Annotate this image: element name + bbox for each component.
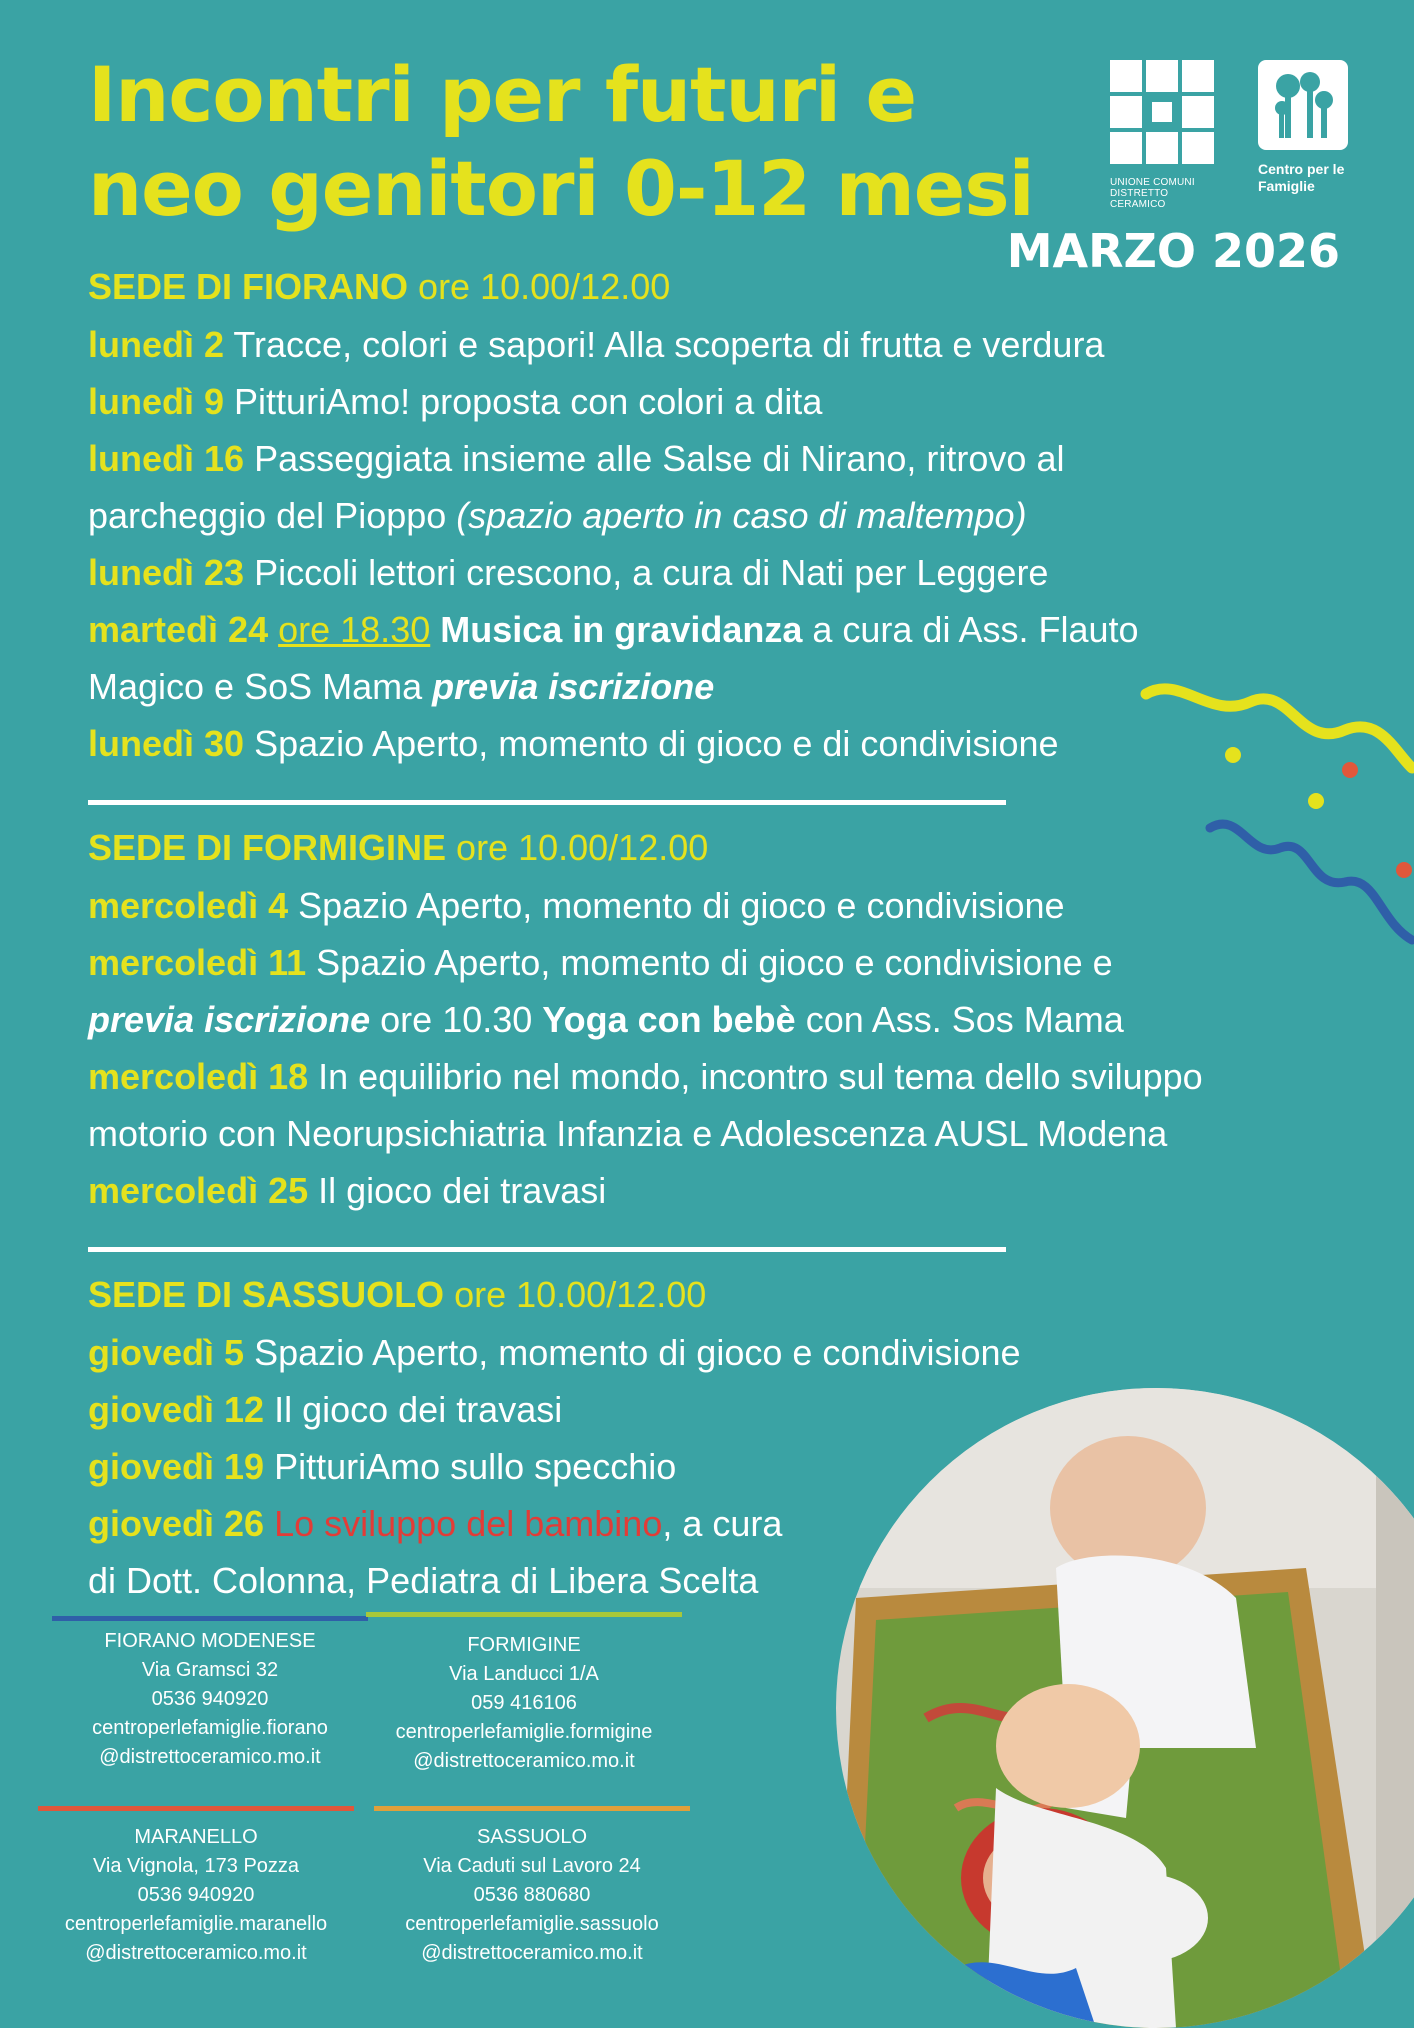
unione-caption-2: DISTRETTO CERAMICO [1110,188,1169,210]
red-dot [1342,762,1358,778]
event-day: giovedì 19 [88,1446,265,1487]
contact-email-user: centroperlefamiglie.sassuolo [405,1913,659,1935]
contact-email-user: centroperlefamiglie.formigine [395,1721,653,1743]
unione-caption-1: UNIONE COMUNI [1110,177,1195,188]
baby-head [996,1684,1140,1808]
event-entry [88,544,1338,601]
section-header [88,1266,1338,1324]
contact-phone: 0536 940920 [137,1884,255,1906]
event-text: Spazio Aperto, momento di gioco e di condivisione [254,723,1059,764]
event-text: a cura di Ass. Flauto [812,609,1139,650]
contact-email-user: centroperlefamiglie.fiorano [92,1717,328,1739]
contact-city: FORMIGINE [467,1634,581,1656]
contact-email-domain: @distrettoceramico.mo.it [99,1746,321,1768]
contact-formigine [354,1612,694,1776]
section-name: SEDE DI SASSUOLO [88,1274,445,1315]
event-entry [88,934,1338,1048]
event-day: lunedì 2 [88,324,225,365]
month-label: MARZO 2026 [1006,224,1340,278]
event-text: Il gioco dei travasi [318,1170,607,1211]
contact-phone: 0536 880680 [473,1884,591,1906]
event-day: giovedì 5 [88,1332,245,1373]
event-day: lunedì 30 [88,723,245,764]
contact-color-line [38,1806,354,1811]
event-entry [88,1324,1338,1381]
title-line-2: neo genitori 0-12 mesi [88,144,1034,233]
red-dot [1396,862,1412,878]
section-divider [88,1247,1006,1252]
event-text: Passeggiata insieme alle Salse di Nirano, ritrovo al [254,438,1065,479]
section-divider [88,800,1006,805]
contact-color-line [52,1616,368,1621]
event-day: lunedì 16 [88,438,245,479]
event-day: martedì 24 [88,609,269,650]
event-day: mercoledì 4 [88,885,289,926]
contact-city: SASSUOLO [476,1826,588,1848]
event-text-continued: di Dott. Colonna, Pediatra di Libera Scelta [88,1560,759,1601]
event-text: Tracce, colori e sapori! Alla scoperta di frutta e verdura [233,324,1105,365]
title-line-1: Incontri per futuri e [88,50,917,139]
poster-title [88,48,1034,236]
event-day: mercoledì 18 [88,1056,309,1097]
section-header [88,819,1338,877]
event-text: PitturiAmo sullo specchio [274,1446,677,1487]
contact-city: FIORANO MODENESE [104,1630,316,1652]
contact-maranello [26,1806,366,1968]
contact-city: MARANELLO [134,1826,258,1848]
contact-address: Via Caduti sul Lavoro 24 [423,1855,641,1877]
event-entry [88,1162,1338,1219]
event-title: Musica in gravidanza [440,609,803,650]
event-day: giovedì 12 [88,1389,265,1430]
event-text-continued: Magico e SoS Mama [88,666,423,707]
registration-note: previa iscrizione [432,666,715,707]
contact-color-line [366,1612,682,1617]
event-entry [88,373,1338,430]
centro-caption-1: Centro per le [1258,161,1345,177]
event-day: lunedì 23 [88,552,245,593]
event-text: Spazio Aperto, momento di gioco e condivisione e [316,942,1113,983]
section-hours: ore 10.00/12.00 [418,266,671,307]
section-hours: ore 10.00/12.00 [456,827,709,868]
contact-email-user: centroperlefamiglie.maranello [64,1913,328,1935]
event-day: giovedì 26 [88,1503,265,1544]
section-name: SEDE DI FORMIGINE [88,827,447,868]
section-fiorano [88,258,1338,772]
contact-email-domain: @distrettoceramico.mo.it [421,1942,643,1964]
contact-fiorano [40,1616,380,1772]
event-entry [88,430,1338,544]
event-text: Spazio Aperto, momento di gioco e condivisione [298,885,1065,926]
event-day: mercoledì 11 [88,942,307,983]
event-text-continued: motorio con Neorupsichiatria Infanzia e Adolescenza AUSL Modena [88,1113,1168,1154]
event-time: ore 18.30 [278,609,431,650]
event-entry [88,316,1338,373]
event-title: Yoga con bebè [542,999,796,1040]
event-entry [88,877,1338,934]
tree-logo-icon [1258,60,1348,150]
event-text: PitturiAmo! proposta con colori a dita [234,381,823,422]
event-day: lunedì 9 [88,381,225,422]
event-text-continued: con Ass. Sos Mama [805,999,1124,1040]
centro-famiglie-logo [1258,60,1350,195]
grid-logo-icon [1110,60,1214,164]
unione-comuni-logo [1110,60,1220,210]
contact-sassuolo [362,1806,702,1968]
contact-email-domain: @distrettoceramico.mo.it [413,1750,635,1772]
event-entry [88,1048,1338,1162]
event-note: (spazio aperto in caso di maltempo) [456,495,1027,536]
contact-phone: 0536 940920 [151,1688,269,1710]
section-header [88,258,1338,316]
contact-email-domain: @distrettoceramico.mo.it [85,1942,307,1964]
section-hours: ore 10.00/12.00 [454,1274,707,1315]
contact-address: Via Vignola, 173 Pozza [92,1855,300,1877]
registration-note: previa iscrizione [88,999,371,1040]
section-formigine [88,819,1338,1219]
contact-address: Via Landucci 1/A [449,1663,599,1685]
event-text: Spazio Aperto, momento di gioco e condivisione [254,1332,1021,1373]
event-text-continued: parcheggio del Pioppo [88,495,447,536]
event-text: , a cura [662,1503,783,1544]
event-day: mercoledì 25 [88,1170,309,1211]
contact-color-line [374,1806,690,1811]
event-text: In equilibrio nel mondo, incontro sul tema dello sviluppo [318,1056,1203,1097]
event-text: Il gioco dei travasi [274,1389,563,1430]
contact-phone: 059 416106 [471,1692,577,1714]
event-time: ore 10.30 [380,999,533,1040]
event-entry [88,715,1338,772]
centro-caption-2: Famiglie [1258,178,1315,194]
event-text: Piccoli lettori crescono, a cura di Nati per Leggere [254,552,1049,593]
section-name: SEDE DI FIORANO [88,266,409,307]
contact-address: Via Gramsci 32 [141,1659,279,1681]
event-title-highlight: Lo sviluppo del bambino [274,1503,663,1544]
event-entry [88,601,1338,715]
